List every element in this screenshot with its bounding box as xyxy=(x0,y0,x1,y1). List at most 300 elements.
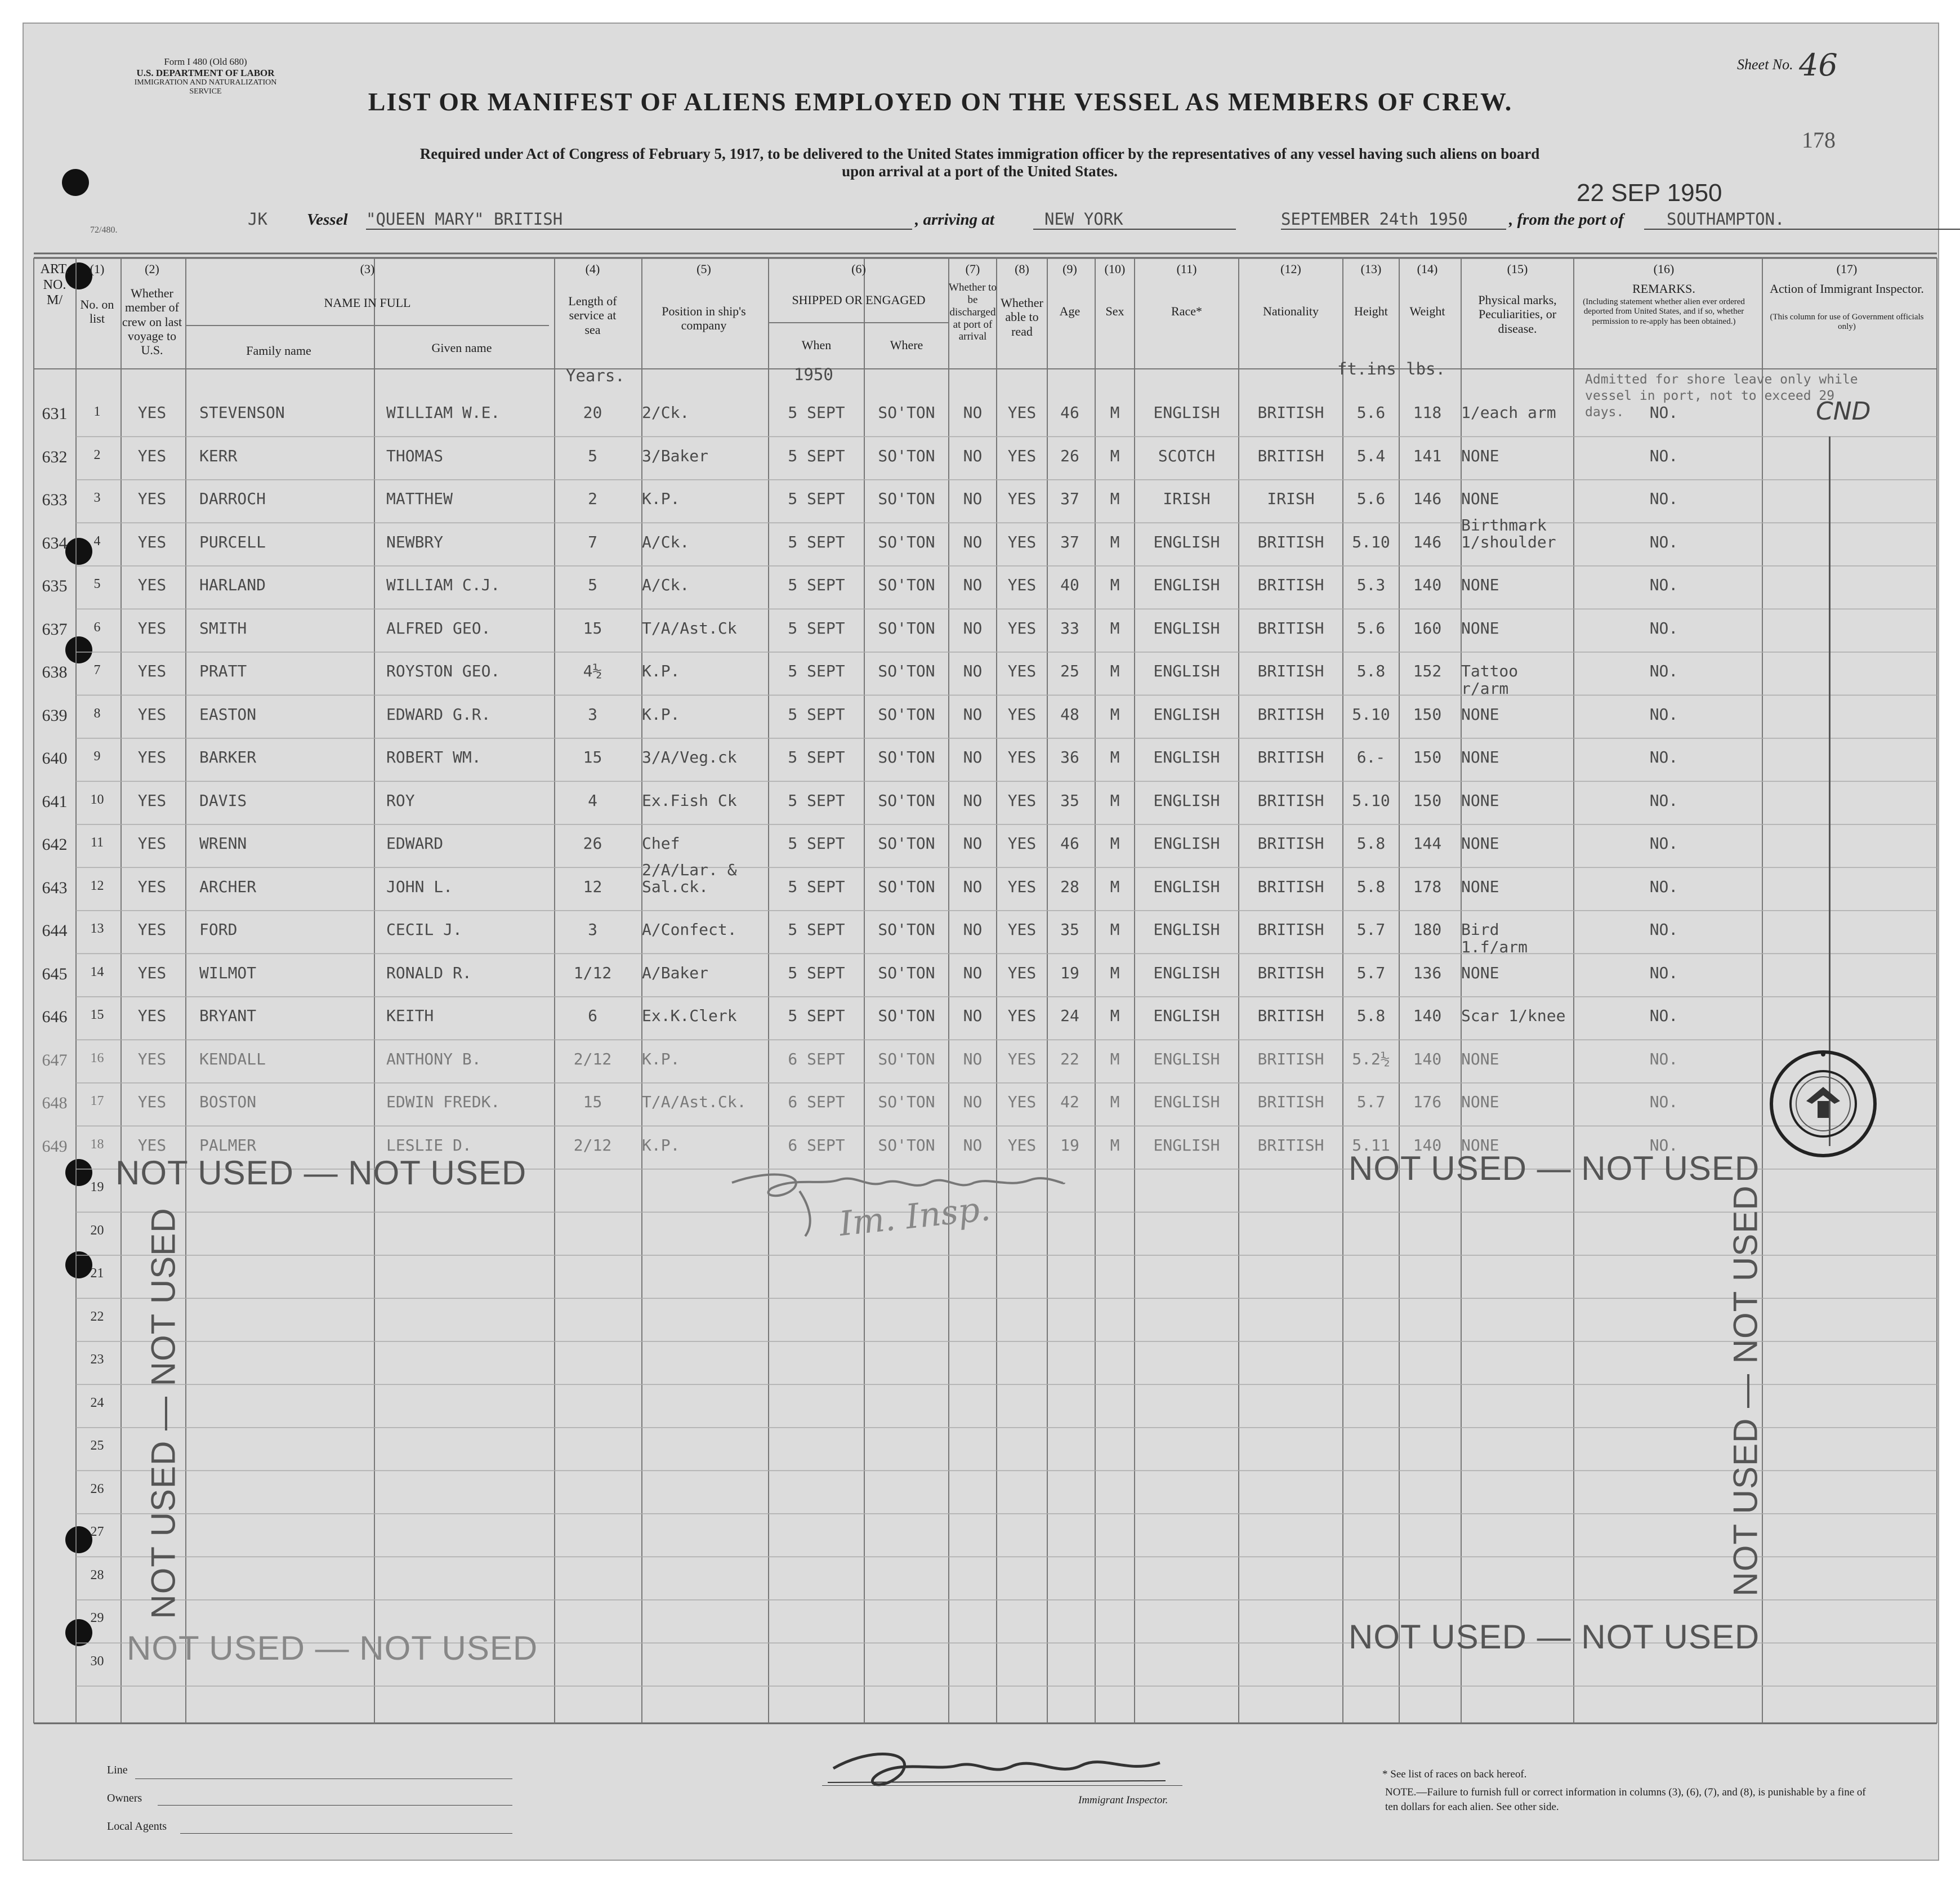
cell-position: T/A/Ast.Ck. xyxy=(642,1093,747,1111)
cell-discharged: NO xyxy=(963,877,983,896)
cell-position: K.P. xyxy=(642,1049,680,1068)
cell-position: Ex.K.Clerk xyxy=(642,1006,737,1025)
cell-sex: M xyxy=(1110,705,1120,724)
cell-sex: M xyxy=(1110,618,1120,638)
cell-discharged: NO xyxy=(963,748,983,766)
cell-family: PURCELL xyxy=(199,532,266,551)
empty-row-number: 24 xyxy=(90,1395,104,1410)
cell-given: ROYSTON GEO. xyxy=(386,662,501,680)
form-number: Form I 480 (Old 680) xyxy=(164,56,247,67)
cell-where: SO'TON xyxy=(878,403,935,422)
cell-where: SO'TON xyxy=(878,532,935,551)
cell-nationality: BRITISH xyxy=(1257,403,1324,422)
cell-position: K.P. xyxy=(642,705,680,724)
cell-art: 640 xyxy=(42,749,68,768)
cell-nationality: BRITISH xyxy=(1257,705,1324,724)
cell-marks: NONE xyxy=(1461,1093,1499,1111)
initials: JK xyxy=(248,210,267,229)
cell-prev: YES xyxy=(137,1049,167,1068)
cell-nationality: BRITISH xyxy=(1257,1093,1324,1111)
cell-given: ALFRED GEO. xyxy=(386,618,491,638)
corner-number: 178 xyxy=(1802,127,1836,153)
empty-row-number: 23 xyxy=(90,1352,104,1367)
cell-height: 5.6 xyxy=(1356,489,1386,508)
cell-nationality: BRITISH xyxy=(1257,576,1324,594)
cell-no: 13 xyxy=(90,921,104,936)
cell-remarks: NO. xyxy=(1649,791,1678,810)
cell-age: 42 xyxy=(1060,1093,1079,1111)
cell-height: 5.6 xyxy=(1356,403,1386,422)
cell-prev: YES xyxy=(137,748,167,766)
col13-header: Height xyxy=(1354,304,1388,318)
cell-position: 3/A/Veg.ck xyxy=(642,748,737,766)
cell-no: 6 xyxy=(93,619,101,635)
cell-where: SO'TON xyxy=(878,834,935,853)
cell-family: PALMER xyxy=(199,1135,257,1155)
cell-position: A/Baker xyxy=(642,963,709,982)
cell-marks: NONE xyxy=(1461,877,1499,896)
subtitle-line-2: upon arrival at a port of the United States. xyxy=(842,163,1118,180)
col17-subheader: (This column for use of Government officials only) xyxy=(1770,313,1924,332)
subtitle-line-1: Required under Act of Congress of February 5, 1917, to be delivered to the United States immigration officer by the representatives of any vessel having such aliens on board xyxy=(419,145,1540,162)
cell-when: 5 SEPT xyxy=(788,920,845,939)
cell-height: 5.2½ xyxy=(1352,1049,1390,1068)
cell-remarks: NO. xyxy=(1649,1135,1678,1155)
empty-row-number: 29 xyxy=(90,1611,104,1625)
cell-nationality: BRITISH xyxy=(1257,963,1324,982)
page-title: LIST OR MANIFEST OF ALIENS EMPLOYED ON THE VESSEL AS MEMBERS OF CREW. xyxy=(368,87,1513,116)
empty-row-number: 25 xyxy=(90,1438,104,1453)
col9-num: (9) xyxy=(1062,262,1077,276)
cell-service: 15 xyxy=(583,1093,602,1111)
cell-given: EDWIN FREDK. xyxy=(386,1093,501,1111)
empty-row-number: 27 xyxy=(90,1525,104,1539)
cell-discharged: NO xyxy=(963,705,983,724)
col15-num: (15) xyxy=(1507,262,1528,276)
cell-race: SCOTCH xyxy=(1158,446,1216,465)
col17-header: Action of Immigrant Inspector. xyxy=(1770,282,1924,296)
vessel-label: Vessel xyxy=(307,211,348,229)
cell-no: 14 xyxy=(90,964,104,979)
cell-height: 5.8 xyxy=(1356,1006,1386,1025)
cell-given: NEWBRY xyxy=(386,532,444,551)
col16-header: REMARKS. xyxy=(1632,282,1695,296)
cell-discharged: NO xyxy=(963,662,983,680)
cell-height: 5.10 xyxy=(1352,791,1390,810)
cell-discharged: NO xyxy=(963,920,983,939)
cell-art: 631 xyxy=(42,404,68,423)
col3a-header: Family name xyxy=(246,344,311,358)
cell-sex: M xyxy=(1110,791,1120,810)
cell-family: EASTON xyxy=(199,705,257,724)
cell-read: YES xyxy=(1007,791,1037,810)
cell-race: ENGLISH xyxy=(1153,1135,1220,1155)
cell-service: 5 xyxy=(588,576,597,594)
cell-remarks: NO. xyxy=(1649,403,1678,422)
from-port: SOUTHAMPTON. xyxy=(1644,210,1960,230)
col17-num: (17) xyxy=(1836,262,1858,276)
cell-discharged: NO xyxy=(963,489,983,508)
cell-nationality: BRITISH xyxy=(1257,834,1324,853)
cell-sex: M xyxy=(1110,446,1120,465)
cell-prev: YES xyxy=(137,532,167,551)
cell-prev: YES xyxy=(137,877,167,896)
col1-header: No. on list xyxy=(80,297,114,326)
arrival-date: SEPTEMBER 24th 1950 xyxy=(1281,210,1506,230)
cell-no: 11 xyxy=(90,835,104,850)
col14-header: Weight xyxy=(1409,304,1445,318)
cell-sex: M xyxy=(1110,834,1120,853)
cell-family: FORD xyxy=(199,920,238,939)
col12-header: Nationality xyxy=(1263,304,1319,318)
cell-where: SO'TON xyxy=(878,446,935,465)
cell-family: SMITH xyxy=(199,618,247,638)
cell-when: 5 SEPT xyxy=(788,963,845,982)
cell-service: 2 xyxy=(588,489,597,508)
col5-header: Position in ship's company xyxy=(662,304,746,333)
cell-no: 4 xyxy=(93,533,101,549)
footer-owners-label: Owners xyxy=(107,1792,142,1804)
col7-header: Whether to be discharged at port of arrival xyxy=(949,282,997,343)
cell-discharged: NO xyxy=(963,1006,983,1025)
empty-row-number: 20 xyxy=(90,1223,104,1238)
cell-sex: M xyxy=(1110,576,1120,594)
cell-read: YES xyxy=(1007,1093,1037,1111)
cell-height: 5.8 xyxy=(1356,662,1386,680)
cell-prev: YES xyxy=(137,618,167,638)
cell-where: SO'TON xyxy=(878,1006,935,1025)
cell-family: WRENN xyxy=(199,834,247,853)
cell-race: ENGLISH xyxy=(1153,403,1220,422)
cell-where: SO'TON xyxy=(878,748,935,766)
empty-row-number: 22 xyxy=(90,1309,104,1324)
cell-nationality: BRITISH xyxy=(1257,662,1324,680)
cell-no: 1 xyxy=(93,404,101,419)
cell-age: 46 xyxy=(1060,403,1079,422)
cell-marks: NONE xyxy=(1461,576,1499,594)
cell-given: EDWARD xyxy=(386,834,444,853)
cell-no: 9 xyxy=(93,749,101,764)
cell-no: 16 xyxy=(90,1050,104,1066)
cell-where: SO'TON xyxy=(878,1049,935,1068)
cell-weight: 146 xyxy=(1413,489,1442,508)
cell-weight: 140 xyxy=(1413,1135,1442,1155)
cell-position: 3/Baker xyxy=(642,446,709,465)
cell-race: ENGLISH xyxy=(1153,963,1220,982)
cell-age: 22 xyxy=(1060,1049,1079,1068)
cell-weight: 152 xyxy=(1413,662,1442,680)
empty-row-number: 28 xyxy=(90,1567,104,1583)
cell-where: SO'TON xyxy=(878,576,935,594)
cell-read: YES xyxy=(1007,748,1037,766)
cell-nationality: BRITISH xyxy=(1257,1049,1324,1068)
cell-age: 24 xyxy=(1060,1006,1079,1025)
cell-where: SO'TON xyxy=(878,662,935,680)
col10-num: (10) xyxy=(1104,262,1126,276)
date-stamp: 22 SEP 1950 xyxy=(1577,179,1722,207)
cell-where: SO'TON xyxy=(878,618,935,638)
cell-remarks: NO. xyxy=(1649,748,1678,766)
unit-years: Years. xyxy=(566,366,625,385)
cell-read: YES xyxy=(1007,532,1037,551)
col6b-header: Where xyxy=(890,338,923,352)
footer-inspector-caption: Immigrant Inspector. xyxy=(1078,1794,1168,1806)
cell-art: 635 xyxy=(42,577,68,595)
cell-when: 5 SEPT xyxy=(788,791,845,810)
col6-header: SHIPPED OR ENGAGED xyxy=(792,293,926,307)
footer-line-label: Line xyxy=(107,1764,128,1776)
unit-measures: ft.ins lbs. xyxy=(1337,359,1446,378)
cell-remarks: NO. xyxy=(1649,532,1678,551)
cell-age: 25 xyxy=(1060,662,1079,680)
cell-when: 5 SEPT xyxy=(788,403,845,422)
cell-no: 18 xyxy=(90,1136,104,1152)
cell-nationality: BRITISH xyxy=(1257,920,1324,939)
cell-discharged: NO xyxy=(963,618,983,638)
cell-art: 645 xyxy=(42,964,68,983)
cell-position: 2/Ck. xyxy=(642,403,690,422)
cell-remarks: NO. xyxy=(1649,920,1678,939)
cell-art: 642 xyxy=(42,835,68,854)
cell-marks: NONE xyxy=(1461,748,1499,766)
col5-num: (5) xyxy=(697,262,711,276)
cell-age: 19 xyxy=(1060,1135,1079,1155)
cell-given: CECIL J. xyxy=(386,920,462,939)
cell-sex: M xyxy=(1110,1049,1120,1068)
cell-no: 7 xyxy=(93,663,101,677)
cell-prev: YES xyxy=(137,705,167,724)
cell-art: 632 xyxy=(42,447,68,466)
col3b-header: Given name xyxy=(431,341,492,355)
footer-agents-rule xyxy=(180,1833,512,1834)
cell-position: 2/A/Lar. & Sal.ck. xyxy=(642,860,737,897)
cell-remarks: NO. xyxy=(1649,1049,1678,1068)
col8-header: Whether able to read xyxy=(1001,296,1043,338)
cell-service: 5 xyxy=(588,446,597,465)
cell-remarks: NO. xyxy=(1649,963,1678,982)
cell-remarks: NO. xyxy=(1649,1093,1678,1111)
cell-prev: YES xyxy=(137,446,167,465)
col4-header: Length of service at sea xyxy=(568,294,617,337)
cell-art: 638 xyxy=(42,663,68,681)
footer-agents-label: Local Agents xyxy=(107,1820,167,1833)
cell-service: 2/12 xyxy=(573,1049,612,1068)
cell-given: WILLIAM W.E. xyxy=(386,403,501,422)
cell-read: YES xyxy=(1007,576,1037,594)
cell-age: 37 xyxy=(1060,489,1079,508)
sheet-label: Sheet No. xyxy=(1737,56,1793,73)
cell-when: 5 SEPT xyxy=(788,618,845,638)
cell-race: ENGLISH xyxy=(1153,1093,1220,1111)
cell-given: JOHN L. xyxy=(386,877,453,896)
small-code: 72/480. xyxy=(90,225,118,235)
cell-race: ENGLISH xyxy=(1153,1049,1220,1068)
cell-weight: 160 xyxy=(1413,618,1442,638)
cell-age: 35 xyxy=(1060,920,1079,939)
signature-caption: Im. Insp. xyxy=(837,1189,993,1244)
cell-where: SO'TON xyxy=(878,489,935,508)
cell-sex: M xyxy=(1110,403,1120,422)
vessel-value: "QUEEN MARY" BRITISH xyxy=(366,210,912,230)
cell-when: 5 SEPT xyxy=(788,446,845,465)
cell-when: 6 SEPT xyxy=(788,1049,845,1068)
cell-age: 19 xyxy=(1060,963,1079,982)
cell-weight: 141 xyxy=(1413,446,1442,465)
cell-race: ENGLISH xyxy=(1153,748,1220,766)
cell-prev: YES xyxy=(137,1006,167,1025)
cell-weight: 178 xyxy=(1413,877,1442,896)
cell-discharged: NO xyxy=(963,1093,983,1111)
cell-weight: 150 xyxy=(1413,748,1442,766)
cell-remarks: NO. xyxy=(1649,834,1678,853)
cell-art: 643 xyxy=(42,878,68,897)
cell-service: 3 xyxy=(588,705,597,724)
col15-header: Physical marks, Peculiarities, or disease. xyxy=(1478,293,1557,336)
cell-nationality: BRITISH xyxy=(1257,1135,1324,1155)
cell-weight: 140 xyxy=(1413,1049,1442,1068)
cell-position: K.P. xyxy=(642,662,680,680)
arriving-label: , arriving at xyxy=(915,211,994,229)
cell-nationality: IRISH xyxy=(1267,489,1315,508)
cell-prev: YES xyxy=(137,963,167,982)
not-used-stamp-vertical: NOT USED — NOT USED xyxy=(1726,1185,1765,1597)
cell-position: A/Ck. xyxy=(642,576,690,594)
cell-prev: YES xyxy=(137,920,167,939)
cell-race: ENGLISH xyxy=(1153,791,1220,810)
col16-subheader: (Including statement whether alien ever ordered deported from United States, and if so, whether permission to re-apply has been obtained.) xyxy=(1583,297,1745,326)
cell-when: 5 SEPT xyxy=(788,489,845,508)
col13-num: (13) xyxy=(1360,262,1382,276)
cell-nationality: BRITISH xyxy=(1257,618,1324,638)
cell-discharged: NO xyxy=(963,791,983,810)
not-used-stamp: NOT USED — NOT USED xyxy=(1349,1149,1760,1187)
action-line xyxy=(1829,436,1830,1146)
cell-height: 5.7 xyxy=(1356,1093,1386,1111)
cell-nationality: BRITISH xyxy=(1257,748,1324,766)
cell-sex: M xyxy=(1110,1093,1120,1111)
cell-weight: 140 xyxy=(1413,576,1442,594)
cell-height: 5.11 xyxy=(1352,1135,1390,1155)
cell-family: ARCHER xyxy=(199,877,257,896)
cell-sex: M xyxy=(1110,662,1120,680)
cell-marks: NONE xyxy=(1461,489,1499,508)
cell-nationality: BRITISH xyxy=(1257,532,1324,551)
cell-art: 647 xyxy=(42,1050,68,1069)
cell-no: 8 xyxy=(93,706,101,721)
cell-marks: NONE xyxy=(1461,963,1499,982)
cell-when: 6 SEPT xyxy=(788,1093,845,1111)
cell-sex: M xyxy=(1110,748,1120,766)
cell-race: ENGLISH xyxy=(1153,1006,1220,1025)
cell-remarks: NO. xyxy=(1649,618,1678,638)
cell-race: ENGLISH xyxy=(1153,834,1220,853)
cell-age: 46 xyxy=(1060,834,1079,853)
col10-header: Sex xyxy=(1105,304,1124,318)
cell-height: 5.8 xyxy=(1356,834,1386,853)
cell-family: DARROCH xyxy=(199,489,266,508)
cell-prev: YES xyxy=(137,403,167,422)
cell-height: 5.6 xyxy=(1356,618,1386,638)
col6a-header: When xyxy=(801,338,832,352)
cell-service: 4 xyxy=(588,791,597,810)
cell-remarks: NO. xyxy=(1649,662,1678,680)
cell-art: 639 xyxy=(42,706,68,725)
cell-service: 4½ xyxy=(583,662,602,680)
cell-art: 641 xyxy=(42,792,68,811)
cell-no: 15 xyxy=(90,1008,104,1022)
cell-service: 6 xyxy=(588,1006,597,1025)
cell-race: ENGLISH xyxy=(1153,877,1220,896)
cell-age: 36 xyxy=(1060,748,1079,766)
cell-where: SO'TON xyxy=(878,1135,935,1155)
col4-num: (4) xyxy=(585,262,600,276)
cell-age: 37 xyxy=(1060,532,1079,551)
cell-race: ENGLISH xyxy=(1153,705,1220,724)
col3-header: NAME IN FULL xyxy=(324,296,411,310)
cell-prev: YES xyxy=(137,576,167,594)
cell-given: LESLIE D. xyxy=(386,1135,472,1155)
col11-num: (11) xyxy=(1176,262,1197,276)
cell-given: ANTHONY B. xyxy=(386,1049,481,1068)
cell-age: 40 xyxy=(1060,576,1079,594)
cell-discharged: NO xyxy=(963,532,983,551)
cell-art: 644 xyxy=(42,921,68,940)
cell-remarks: NO. xyxy=(1649,489,1678,508)
cell-no: 10 xyxy=(90,792,104,807)
cell-discharged: NO xyxy=(963,1049,983,1068)
cell-remarks: NO. xyxy=(1649,1006,1678,1025)
cell-where: SO'TON xyxy=(878,877,935,896)
col11-header: Race* xyxy=(1171,304,1202,318)
cell-marks: NONE xyxy=(1461,1049,1499,1068)
cell-family: PRATT xyxy=(199,662,247,680)
cell-when: 5 SEPT xyxy=(788,576,845,594)
cell-family: WILMOT xyxy=(199,963,257,982)
cell-weight: 180 xyxy=(1413,920,1442,939)
cell-read: YES xyxy=(1007,963,1037,982)
cell-weight: 146 xyxy=(1413,532,1442,551)
cell-sex: M xyxy=(1110,920,1120,939)
empty-row-number: 30 xyxy=(90,1653,104,1669)
cell-no: 12 xyxy=(90,878,104,893)
cell-position: T/A/Ast.Ck xyxy=(642,618,737,638)
cell-art: 646 xyxy=(42,1008,68,1026)
sheet-number: 46 xyxy=(1799,47,1838,83)
cell-read: YES xyxy=(1007,1006,1037,1025)
col12-num: (12) xyxy=(1280,262,1301,276)
cell-service: 12 xyxy=(583,877,602,896)
cell-art: 634 xyxy=(42,533,68,552)
cell-prev: YES xyxy=(137,1135,167,1155)
cell-weight: 118 xyxy=(1413,403,1442,422)
cell-weight: 150 xyxy=(1413,705,1442,724)
cell-prev: YES xyxy=(137,1093,167,1111)
cell-given: KEITH xyxy=(386,1006,434,1025)
cell-age: 28 xyxy=(1060,877,1079,896)
cell-given: MATTHEW xyxy=(386,489,453,508)
cell-when: 6 SEPT xyxy=(788,1135,845,1155)
cell-marks: NONE xyxy=(1461,1135,1499,1155)
cell-service: 26 xyxy=(583,834,602,853)
cell-prev: YES xyxy=(137,791,167,810)
cell-sex: M xyxy=(1110,1135,1120,1155)
unit-year: 1950 xyxy=(794,365,833,384)
cell-weight: 176 xyxy=(1413,1093,1442,1111)
not-used-stamp: NOT USED — NOT USED xyxy=(115,1154,527,1192)
cell-position: A/Ck. xyxy=(642,532,690,551)
cell-marks: Scar 1/knee xyxy=(1461,1006,1566,1025)
cell-race: ENGLISH xyxy=(1153,532,1220,551)
